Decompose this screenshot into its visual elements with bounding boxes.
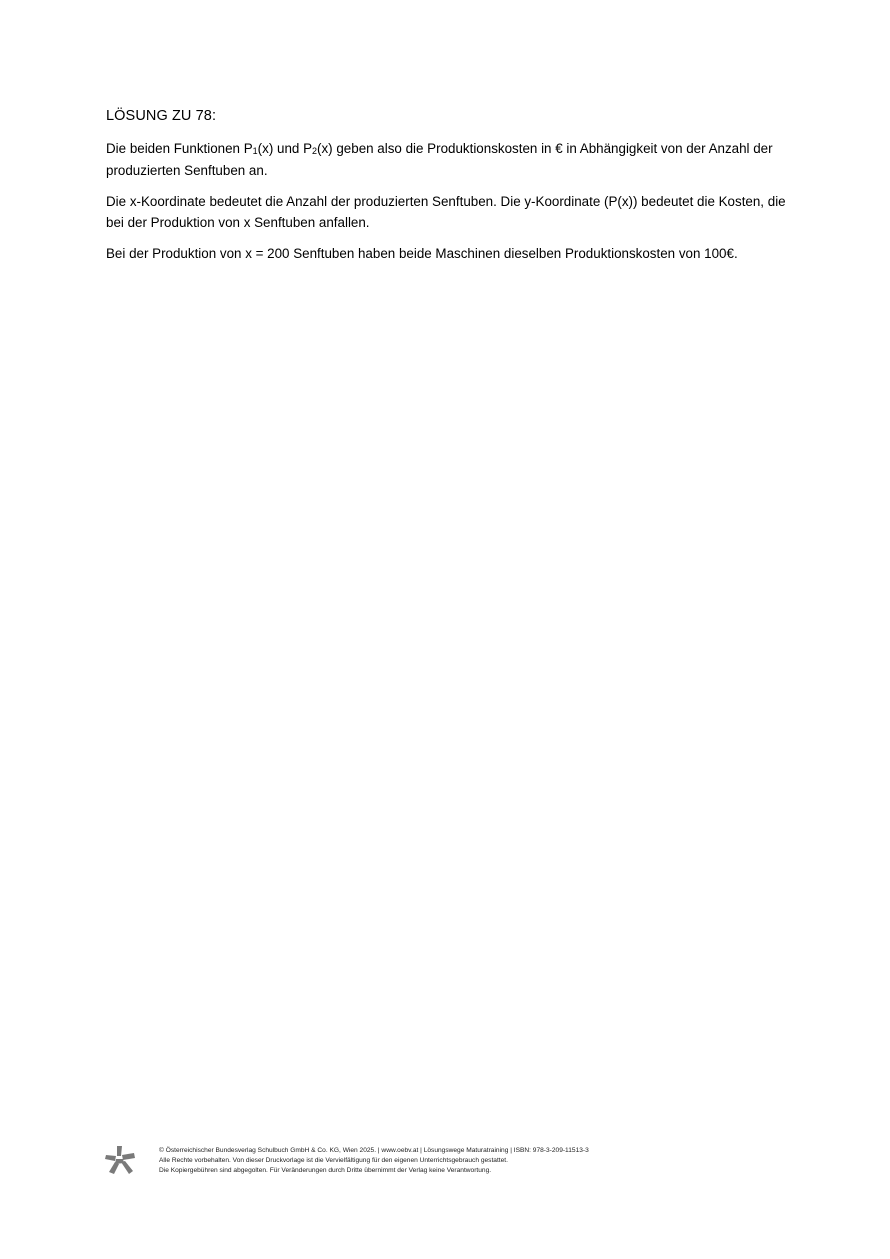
subscript-1: 1 [252, 146, 258, 156]
page-title: LÖSUNG ZU 78: [106, 108, 217, 124]
footer-line-2: Alle Rechte vorbehalten. Von dieser Druckvorlage ist die Vervielfältigung für den eigenen Unterrichtsgebrauch gestattet. [159, 1157, 508, 1164]
subscript-2: 2 [312, 146, 318, 156]
paragraph-functions-part3: (x) geben also die Produktionskosten in € in Abhängigkeit von der Anzahl der produzierten Senftuben an. [106, 141, 773, 178]
footer-line-3: Die Kopiergebühren sind abgegolten. Für Veränderungen durch Dritte übernimmt der Verlag keine Verantwortung. [159, 1167, 492, 1174]
paragraph-functions-part2: (x) und P [257, 141, 312, 156]
paragraph-functions-part1: Die beiden Funktionen P [106, 141, 253, 156]
footer-line-1: © Österreichischer Bundesverlag Schulbuch GmbH & Co. KG, Wien 2025. | www.oebv.at | Lösungswege Maturatraining | ISBN: 978-3-209-11513-3 [159, 1147, 589, 1154]
paragraph-functions [106, 139, 796, 181]
paragraph-coordinates: Die x-Koordinate bedeutet die Anzahl der produzierten Senftuben. Die y-Koordinate (P(x)) bedeutet die Kosten, die bei der Produktion von x Senftuben anfallen. [106, 194, 786, 230]
paragraph-result: Bei der Produktion von x = 200 Senftuben haben beide Maschinen dieselben Produktionskosten von 100€. [106, 246, 738, 261]
oebv-logo-icon [104, 1144, 136, 1176]
page-footer [104, 1143, 804, 1183]
page-content [106, 106, 796, 276]
footer-copyright [159, 1146, 589, 1176]
